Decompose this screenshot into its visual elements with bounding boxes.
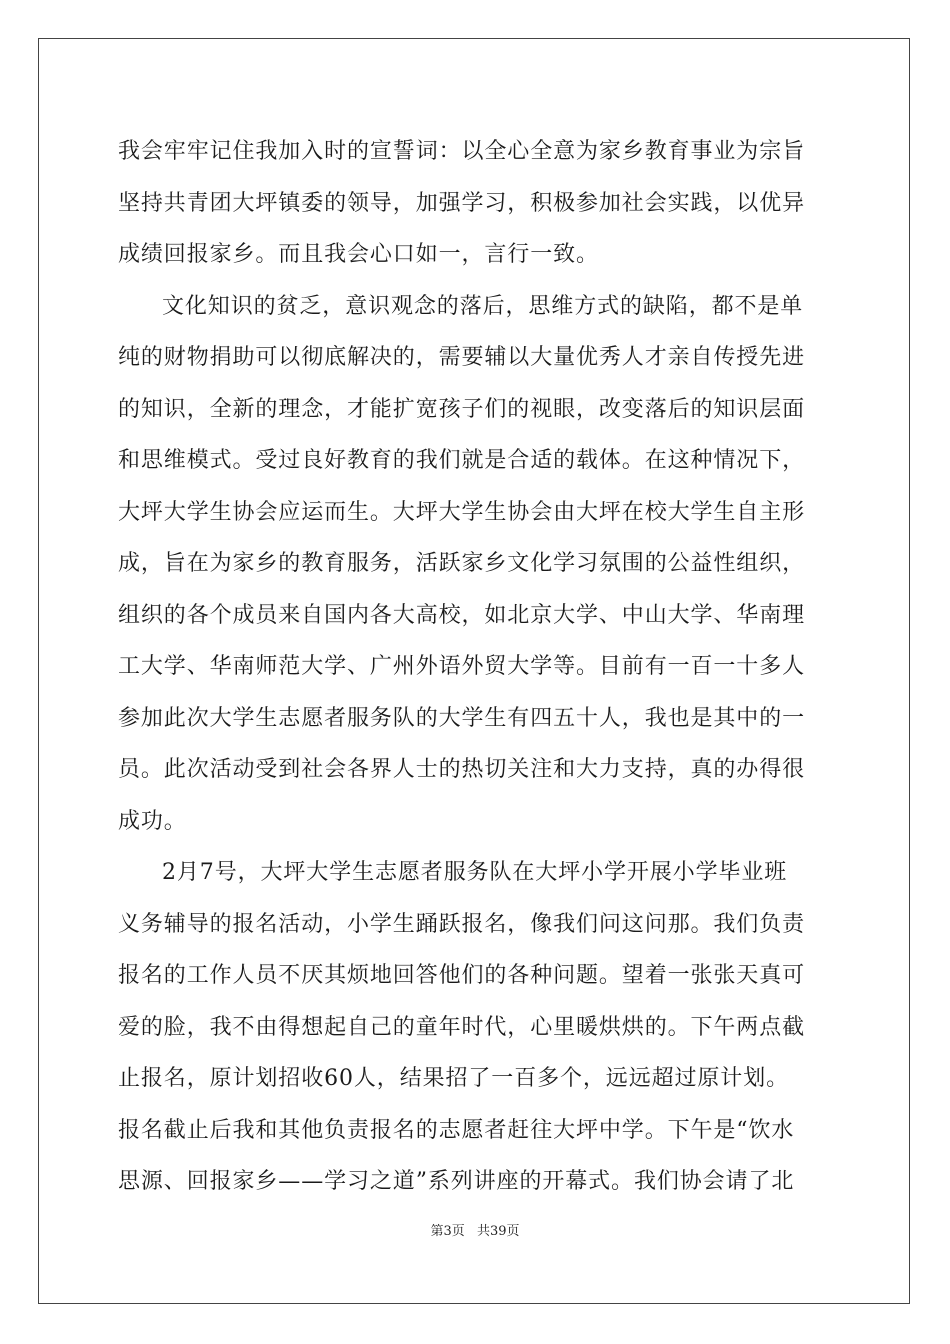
text-line: 止报名，原计划招收60人，结果招了一百多个，远远超过原计划。 [118,1066,789,1091]
page-number-current: 第3页 [430,1224,465,1239]
text-line: 参加此次大学生志愿者服务队的大学生有四五十人，我也是其中的一 [118,705,806,731]
text-line: 成，旨在为家乡的教育服务，活跃家乡文化学习氛围的公益性组织， [118,551,806,576]
text-line: 爱的脸，我不由得想起自己的童年时代，心里暖烘烘的。下午两点截 [118,1014,806,1040]
text-line: 组织的各个成员来自国内各大高校，如北京大学、中山大学、华南理 [118,602,806,628]
page-number-total: 共39页 [476,1224,520,1239]
text-line: 纯的财物捐助可以彻底解决的，需要辅以大量优秀人才亲自传授先进 [118,345,806,370]
text-line: 2月7号，大坪大学生志愿者服务队在大坪小学开展小学毕业班 [162,860,788,885]
text-line: 和思维模式。受过良好教育的我们就是合适的载体。在这种情况下， [118,448,806,473]
text-line: 文化知识的贫乏，意识观念的落后，思维方式的缺陷，都不是单 [162,293,804,319]
text-line: 坚持共青团大坪镇委的领导，加强学习，积极参加社会实践，以优异 [118,190,806,216]
text-line: 的知识，全新的理念，才能扩宽孩子们的视眼，改变落后的知识层面 [118,396,806,422]
text-line: 报名的工作人员不厌其烦地回答他们的各种问题。望着一张张天真可 [118,963,806,988]
document-body [118,126,834,1208]
text-line: 大坪大学生协会应运而生。大坪大学生协会由大坪在校大学生自主形 [118,499,806,525]
text-line: 成绩回报家乡。而且我会心口如一，言行一致。 [118,242,599,267]
page-footer [0,1220,950,1239]
text-line: 成功。 [118,808,187,834]
text-line: 我会牢牢记住我加入时的宣誓词：以全心全意为家乡教育事业为宗旨 [118,139,806,164]
text-line: 工大学、华南师范大学、广州外语外贸大学等。目前有一百一十多人 [118,654,806,679]
text-line: 思源、回报家乡——学习之道”系列讲座的开幕式。我们协会请了北 [118,1169,795,1194]
text-line: 员。此次活动受到社会各界人士的热切关注和大力支持，真的办得很 [118,757,806,782]
text-line: 报名截止后我和其他负责报名的志愿者赶往大坪中学。下午是“饮水 [118,1117,795,1143]
text-line: 义务辅导的报名活动，小学生踊跃报名，像我们问这问那。我们负责 [118,911,806,937]
